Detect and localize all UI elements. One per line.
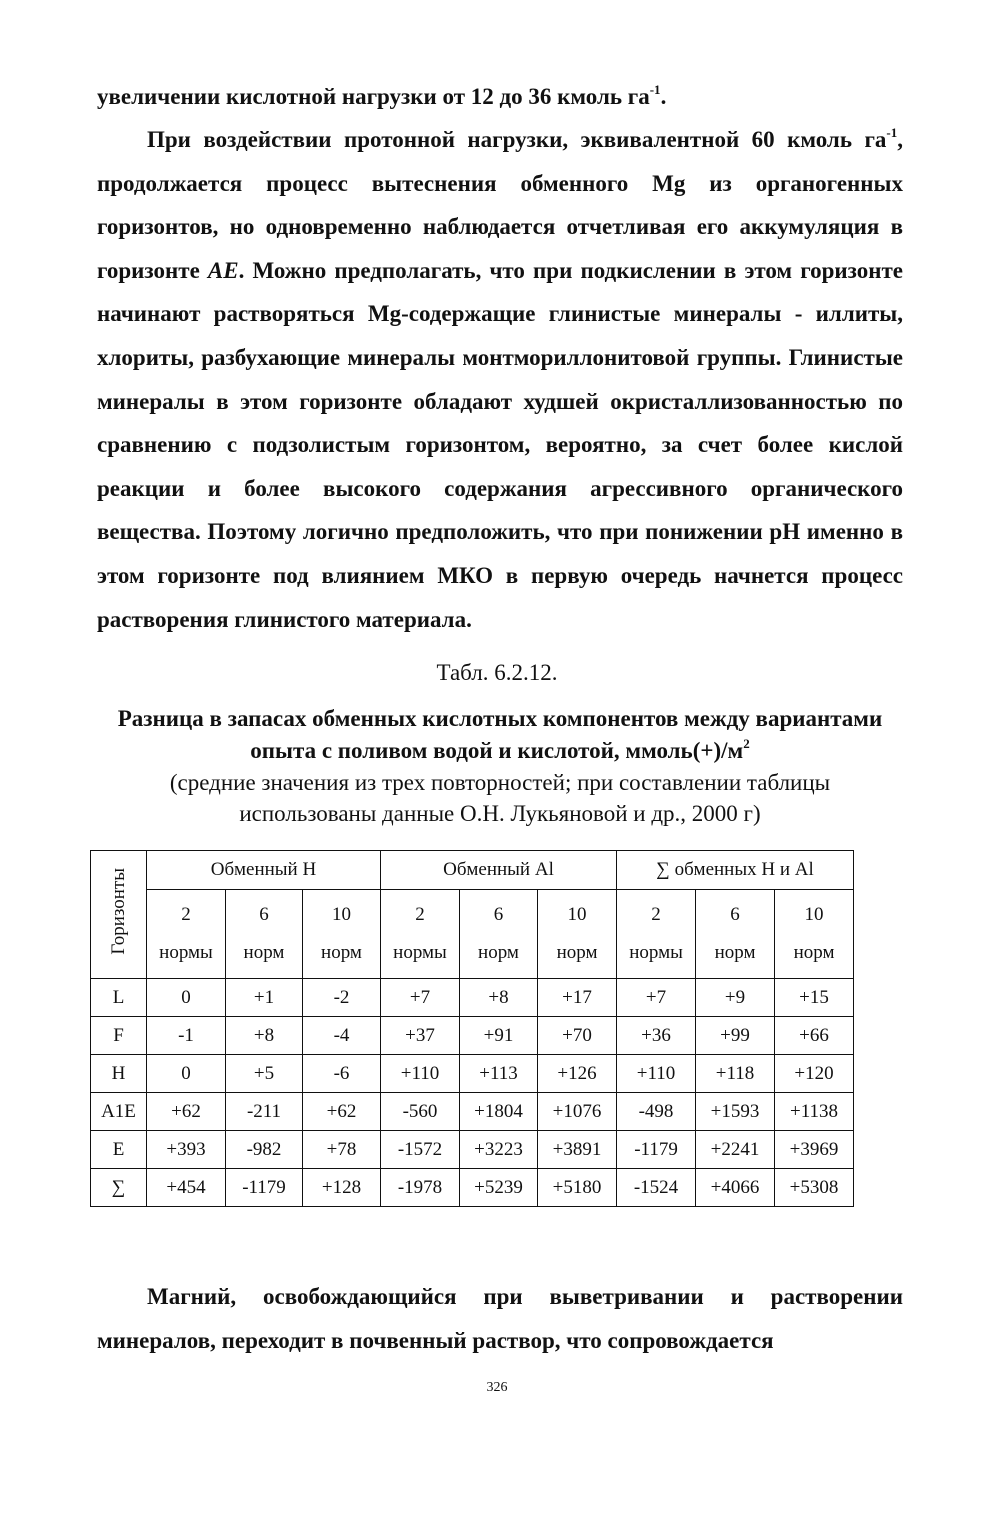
group-header-h: Обменный H [147,851,381,890]
value-cell: +1076 [538,1093,617,1131]
value-cell: +1593 [696,1093,775,1131]
value-cell: +37 [381,1017,460,1055]
table-note [97,767,903,829]
value-cell: -1524 [617,1169,696,1207]
table-row [91,1131,854,1169]
subheader-unit: норм [556,942,598,963]
value-cell: -1179 [226,1169,303,1207]
subheader-cell [538,890,617,979]
value-cell: +126 [538,1055,617,1093]
table-note-line1: (средние значения из трех повторностей; при составлении таблицы [169,770,831,795]
group-header-sum: ∑ обменных H и Al [617,851,854,890]
value-cell: +128 [303,1169,381,1207]
paragraph-top-text: увеличении кислотной нагрузки от 12 до 36 кмоль га [97,84,650,109]
subheader-multiplier: 6 [730,904,740,925]
value-cell: +3223 [460,1131,538,1169]
value-cell: -498 [617,1093,696,1131]
subheader-cell [460,890,538,979]
value-cell: +3969 [775,1131,854,1169]
subheader-cell [147,890,226,979]
table-row [91,979,854,1017]
table-row [91,1169,854,1207]
subheader-multiplier: 10 [804,904,824,925]
subheader-cell [775,890,854,979]
table-note-line2: использованы данные О.Н. Лукьяновой и др., 2000 г) [239,801,761,826]
value-cell: 0 [147,1055,226,1093]
value-cell: -2 [303,979,381,1017]
table-row [91,1017,854,1055]
subheader-cell [303,890,381,979]
horizon-cell: E [91,1131,147,1169]
subheader-unit: нормы [393,942,447,963]
value-cell: -982 [226,1131,303,1169]
value-cell: +1804 [460,1093,538,1131]
value-cell: +5180 [538,1169,617,1207]
table-title-line2-text: опыта с поливом водой и кислотой, ммоль(+)/м [250,738,744,763]
value-cell: +78 [303,1131,381,1169]
value-cell: +4066 [696,1169,775,1207]
value-cell: +120 [775,1055,854,1093]
subheader-cell [696,890,775,979]
table-group-header-row [91,851,854,890]
paragraph-main [97,118,903,641]
value-cell: -1179 [617,1131,696,1169]
table-subheader-row [91,890,854,979]
table-body [91,979,854,1207]
row-header-cell [91,851,147,979]
table-title-line1: Разница в запасах обменных кислотных компонентов между вариантами [117,706,883,731]
value-cell: -1 [147,1017,226,1055]
value-cell: +118 [696,1055,775,1093]
paragraph-top-sup: -1 [649,82,661,97]
value-cell: -1978 [381,1169,460,1207]
subheader-unit: норм [321,942,362,963]
subheader-unit: нормы [629,942,683,963]
value-cell: +5308 [775,1169,854,1207]
subheader-unit: норм [714,942,756,963]
value-cell: -211 [226,1093,303,1131]
paragraph-main-part1: При воздействии протонной нагрузки, эквивалентной 60 кмоль га [147,127,887,152]
subheader-cell [381,890,460,979]
subheader-multiplier: 2 [415,904,425,925]
value-cell: +8 [226,1017,303,1055]
table-title [97,703,903,767]
value-cell: +1138 [775,1093,854,1131]
horizon-cell: H [91,1055,147,1093]
value-cell: +7 [381,979,460,1017]
subheader-unit: норм [478,942,519,963]
value-cell: +3891 [538,1131,617,1169]
value-cell: +66 [775,1017,854,1055]
subheader-multiplier: 10 [332,904,351,925]
table-title-line2 [97,735,903,767]
paragraph-top [97,75,903,119]
value-cell: +110 [617,1055,696,1093]
subheader-multiplier: 6 [259,904,269,925]
subheader-multiplier: 2 [181,904,191,925]
data-table [90,850,854,1207]
value-cell: +70 [538,1017,617,1055]
subheader-multiplier: 2 [651,904,661,925]
subheader-multiplier: 10 [567,904,587,925]
value-cell: +393 [147,1131,226,1169]
value-cell: +110 [381,1055,460,1093]
value-cell: -1572 [381,1131,460,1169]
table-row [91,1055,854,1093]
subheader-cell [226,890,303,979]
value-cell: -560 [381,1093,460,1131]
value-cell: +62 [303,1093,381,1131]
value-cell: +36 [617,1017,696,1055]
value-cell: +7 [617,979,696,1017]
paragraph-main-sup: -1 [886,125,898,140]
table-row [91,1093,854,1131]
horizon-cell: ∑ [91,1169,147,1207]
value-cell: +8 [460,979,538,1017]
value-cell: +15 [775,979,854,1017]
value-cell: 0 [147,979,226,1017]
subheader-unit: норм [243,942,285,963]
value-cell: +9 [696,979,775,1017]
horizon-cell: F [91,1017,147,1055]
value-cell: +5 [226,1055,303,1093]
value-cell: +62 [147,1093,226,1131]
value-cell: +17 [538,979,617,1017]
value-cell: +91 [460,1017,538,1055]
subheader-cell [617,890,696,979]
value-cell: +2241 [696,1131,775,1169]
value-cell: +5239 [460,1169,538,1207]
horizon-cell: A1E [91,1093,147,1131]
paragraph-main-italic: AE [207,257,239,283]
value-cell: -6 [303,1055,381,1093]
subheader-unit: нормы [159,942,213,963]
value-cell: +1 [226,979,303,1017]
paragraph-main-part2: , продолжается процесс вытеснения обменного Mg из органогенных горизонтов, но одновременно наблюдается отчетливая его аккумуляция в горизонте [97,127,903,283]
paragraph-bottom: Магний, освобождающийся при выветривании и растворении минералов, переходит в почвенный раствор, что сопровождается [97,1284,903,1353]
row-header-label: Горизонты [107,868,129,955]
paragraph-main-part3: . Можно предполагать, что при подкислении в этом горизонте начинают растворяться Mg-содержащие глинистые минералы - иллиты, хлориты, разбухающие минералы монтмориллонитовой группы. Глинистые минералы в этом горизонте обладают худшей окристаллизованностью по сравнению с подзолистым горизонтом, вероятно, за счет более кислой реакции и более высокого содержания агрессивного органического вещества. Поэтому логично предположить, что при понижении pH именно в этом горизонте под влиянием МКО в первую очередь начнется процесс растворения глинистого материала. [97,257,904,632]
page-number: 326 [486,1380,508,1395]
paragraph-top-tail: . [660,84,667,109]
value-cell: +113 [460,1055,538,1093]
horizon-cell: L [91,979,147,1017]
table-number: Табл. 6.2.12. [436,660,558,685]
value-cell: +454 [147,1169,226,1207]
table-title-sup: 2 [743,736,750,751]
subheader-unit: норм [793,942,835,963]
value-cell: -4 [303,1017,381,1055]
subheader-multiplier: 6 [493,904,504,925]
group-header-al: Обменный Al [381,851,617,890]
value-cell: +99 [696,1017,775,1055]
